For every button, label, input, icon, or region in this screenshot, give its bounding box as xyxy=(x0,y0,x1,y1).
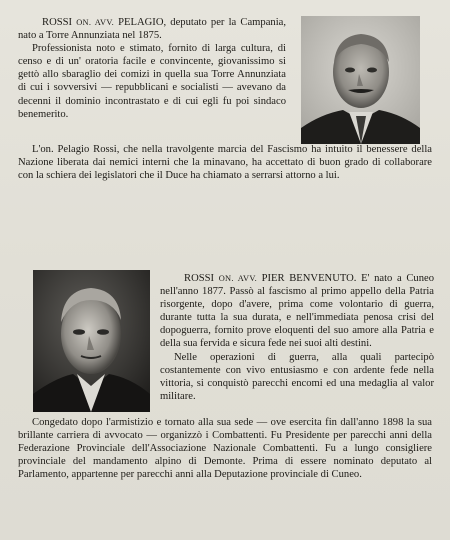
bio1-paragraph-2: Professionista noto e stimato, fornito di larga cultura, di censo e di un' oratoria facile e convincente, giovanissimo si gettò allo sbaraglio dei comizi in quella sua Torre Annunziata di cui i sovversivi — repubblicani e socialisti — avevano da decenni il dominio incontrastato e di cui egli fu poi sindaco benemerito. xyxy=(18,43,286,120)
bio1-paragraph-3: L'on. Pelagio Rossi, che nella travolgente marcia del Fascismo ha intuito il benessere della Nazione liberata dai nemici interni che la minavano, ha accettato di buon grado di collaborare con la schiera dei legislatori che il Duce ha chiamato a serrarsi attorno a lui. xyxy=(18,144,432,182)
portrait-photo-icon xyxy=(33,270,150,412)
bio-pier-benvenuto-rossi xyxy=(160,272,434,403)
bio1-continuation xyxy=(18,143,432,182)
bio1-surname: ROSSI xyxy=(42,17,73,28)
bio-pelagio-rossi xyxy=(18,16,286,121)
bio2-continuation xyxy=(18,416,432,481)
bio2-paragraph-2: Nelle operazioni di guerra, alla quali partecipò costantemente con vivo entusiasmo e con ardente fede nella vittoria, si conquistò parecchi encomi ed una medaglia al valor militare. xyxy=(160,351,434,402)
bio2-surname: ROSSI xyxy=(184,273,215,284)
bio2-paragraph-3: Congedato dopo l'armistizio e tornato alla sua sede — ove esercita fin dall'anno 1898 la sua brillante carriera di avvocato — organizzò i Combattenti. Fu Presidente per parecchi anni della Federazione Provinciale dell'Associazione Nazionale Combattenti. Fu a lungo consigliere provinciale del mandamento alpino di Demonte. Prima di essere nominato deputato al Parlamento, appartenne per parecchi anni alla Deputazione provinciale di Cuneo. xyxy=(18,417,432,481)
bio2-intro-paragraph xyxy=(160,272,434,351)
bio2-title: ON. AVV. xyxy=(218,274,257,283)
bio2-intro: . E' nato a Cuneo nell'anno 1877. Passò al fascismo al primo appello della Patria risorgente, dopo d'avere, prima come volontario di guerra, durante tutta la sua durata, e nell'immediata penosa crisi del dopoguerra, fornito prove eloquenti del suo amore alla Patria e della sua fervida e sicura fede nei suoi alti destini. xyxy=(160,273,435,350)
portrait-photo-icon xyxy=(301,16,420,144)
bio1-intro-paragraph xyxy=(18,16,286,42)
bio1-intro: , deputato per la Campania, nato a Torre Annunziata nel 1875. xyxy=(18,17,286,42)
bio1-name: PELAGIO xyxy=(118,17,164,28)
portrait-photo-pelagio-rossi xyxy=(301,16,420,144)
bio2-name: PIER BENVENUTO xyxy=(261,273,354,284)
portrait-photo-pier-benvenuto-rossi xyxy=(33,270,150,412)
bio1-title: ON. AVV. xyxy=(76,18,114,27)
